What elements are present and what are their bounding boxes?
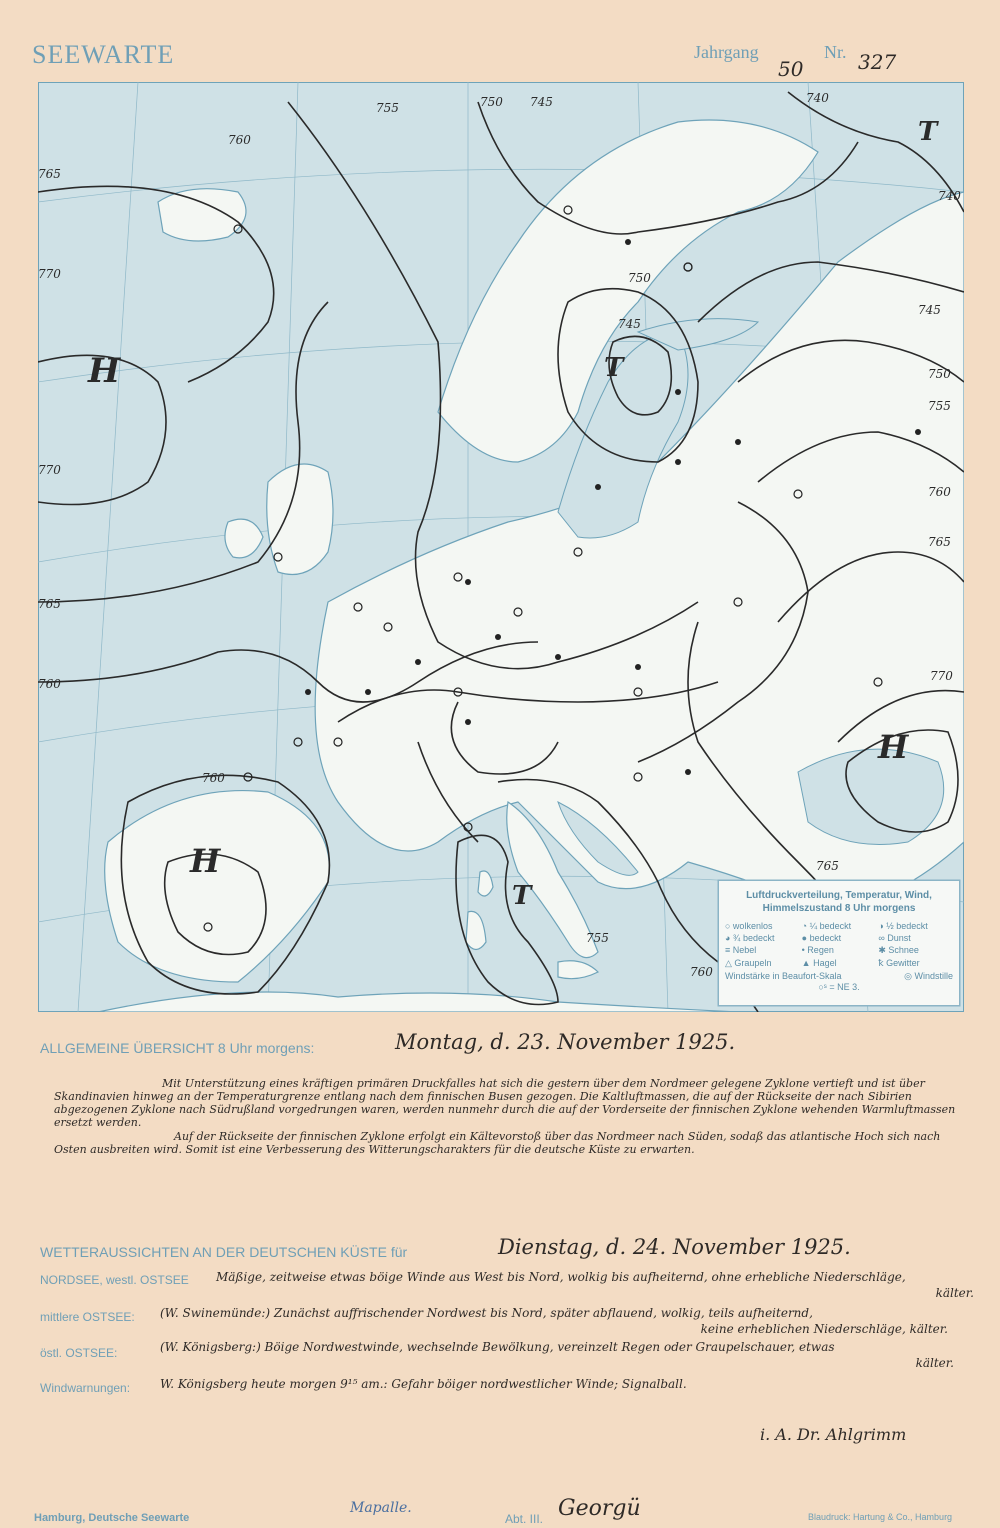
british-isles <box>267 464 333 575</box>
number-value: 327 <box>858 50 897 74</box>
legend-items <box>719 921 959 969</box>
forecast-date: Dienstag, d. 24. November 1925. <box>498 1235 851 1259</box>
isobar-label: 765 <box>928 535 951 549</box>
legend-footer <box>719 969 959 982</box>
footer-printer: Blaudruck: Hartung & Co., Hamburg <box>808 1512 953 1522</box>
high-blacksea: H <box>878 728 909 766</box>
legend-item: ꝁ Gewitter <box>878 958 920 968</box>
isobar-label: 765 <box>38 167 61 181</box>
legend-item: ◕ ¾ bedeckt <box>725 933 775 943</box>
legend-item: ≡ Nebel <box>725 945 757 955</box>
legend-beaufort: Windstärke in Beaufort-Skala <box>725 971 842 981</box>
legend-item: ✱ Schnee <box>878 945 919 955</box>
isobar-label: 745 <box>918 303 941 317</box>
legend-title-line1: Luftdruckverteilung, Temperatur, Wind, <box>746 890 932 901</box>
legend-title <box>723 889 955 915</box>
legend-example: ○ˢ = NE 3. <box>818 982 860 992</box>
isobar-label: 770 <box>38 463 61 477</box>
low-finland: T <box>604 353 624 383</box>
isobar-label: 760 <box>202 771 225 785</box>
overview-date: Montag, d. 23. November 1925. <box>395 1030 736 1054</box>
isobar-label: 770 <box>38 267 61 281</box>
footer-stamp: Mapalle. <box>350 1500 412 1516</box>
black-sea <box>798 749 944 844</box>
region-label-oestl-ostsee: östl. OSTSEE: <box>40 1346 118 1360</box>
isobar-label: 755 <box>586 931 609 945</box>
low-arctic: T <box>918 117 938 147</box>
legend-item: ▲ Hagel <box>801 958 837 968</box>
overview-label: ALLGEMEINE ÜBERSICHT 8 Uhr morgens: <box>40 1040 315 1056</box>
legend-item: ◑ ½ bedeckt <box>878 921 928 931</box>
signature: i. A. Dr. Ahlgrimm <box>760 1425 907 1444</box>
region-label-nordsee: NORDSEE, westl. OSTSEE <box>40 1273 189 1287</box>
forecast-mittlere-ostsee-line1: (W. Swinemünde:) Zunächst auffrischender Nordwest bis Nord, später abflauend, wolkig, teils aufheiternd, <box>160 1306 813 1320</box>
isobar-label: 765 <box>38 597 61 611</box>
weather-map <box>38 82 964 1012</box>
map-legend <box>718 880 960 1006</box>
forecast-nordsee-line2: kälter. <box>935 1286 974 1300</box>
forecast-oestl-ostsee-line1: (W. Königsberg:) Böige Nordwestwinde, wechselnde Bewölkung, vereinzelt Regen oder Graupelschauer, etwas <box>160 1340 835 1354</box>
legend-item: ● bedeckt <box>801 933 842 943</box>
number-label: Nr. <box>824 42 847 62</box>
footer-publisher: Hamburg, Deutsche Seewarte <box>34 1512 190 1524</box>
wind-warning-text: W. Königsberg heute morgen 9¹⁵ am.: Gefahr böiger nordwestlicher Winde; Signalball. <box>160 1377 687 1391</box>
isobar-label: 740 <box>938 189 961 203</box>
forecast-mittlere-ostsee-line2: keine erheblichen Niederschläge, kälter. <box>700 1322 948 1336</box>
isobar-label: 750 <box>480 95 503 109</box>
isobar-label: 760 <box>690 965 713 979</box>
jahrgang-value: 50 <box>778 57 804 81</box>
isobar-label: 740 <box>806 91 829 105</box>
legend-item: △ Graupeln <box>725 958 772 968</box>
legend-windstill: ◎ Windstille <box>904 971 953 981</box>
isobar-label: 755 <box>376 101 399 115</box>
legend-item: ∞ Dunst <box>878 933 911 943</box>
iceland <box>158 189 246 241</box>
forecast-nordsee-line1: Mäßige, zeitweise etwas böige Winde aus West bis Nord, wolkig bis aufheiternd, ohne erhebliche Niederschläge, <box>216 1270 906 1284</box>
jahrgang-label: Jahrgang <box>694 42 759 62</box>
isobar-label: 745 <box>530 95 553 109</box>
legend-title-line2: Himmelszustand 8 Uhr morgens <box>762 903 916 914</box>
isobar-label: 750 <box>628 271 651 285</box>
isobar-label: 750 <box>928 367 951 381</box>
isobar-label: 765 <box>816 859 839 873</box>
high-atlantic: H <box>88 351 121 391</box>
forecast-label: WETTERAUSSICHTEN AN DER DEUTSCHEN KÜSTE für <box>40 1244 408 1260</box>
legend-item: ◔ ¼ bedeckt <box>801 921 852 931</box>
region-label-mittlere-ostsee: mittlere OSTSEE: <box>40 1310 135 1324</box>
footer-name: Georgü <box>558 1496 641 1521</box>
page-title: SEEWARTE <box>32 40 175 69</box>
overview-paragraph-1: Mit Unterstützung eines kräftigen primären Druckfalles hat sich die gestern über dem Nordmeer gelegene Zyklone vertieft und ist über Skandinavien hinweg an der Temperaturgrenze entlang nach dem finnischen Busen gezogen. Die Kaltluftmassen, die auf der Rückseite der nach Sibirien abgezogenen Zyklone nach Südrußland vorgedrungen waren, werden nunmehr durch die auf der Vorderseite der finnischen Zyklone wehenden Warmluftmassen ersetzt werden. <box>54 1077 956 1129</box>
legend-item: ○ wolkenlos <box>725 921 773 931</box>
isobar-label: 770 <box>930 669 953 683</box>
overview-paragraph-2: Auf der Rückseite der finnischen Zyklone erfolgt ein Kältevorstoß über das Nordmeer nach Süden, sodaß das atlantische Hoch sich nach Osten ausbreiten wird. Somit ist eine Verbesserung des Witterungscharakters für die deutsche Küste zu erwarten. <box>54 1130 941 1156</box>
isobar-label: 760 <box>928 485 951 499</box>
forecast-oestl-ostsee-line2: kälter. <box>915 1356 954 1370</box>
footer-department: Abt. III. <box>505 1512 544 1526</box>
legend-item: • Regen <box>801 945 834 955</box>
isobar-label: 760 <box>38 677 61 691</box>
isobar-label: 760 <box>228 133 251 147</box>
high-iberia: H <box>190 842 221 880</box>
isobar-label: 755 <box>928 399 951 413</box>
isobar-label: 745 <box>618 317 641 331</box>
wind-warning-label: Windwarnungen: <box>40 1381 131 1395</box>
low-tyrrhenian: T <box>512 881 532 911</box>
